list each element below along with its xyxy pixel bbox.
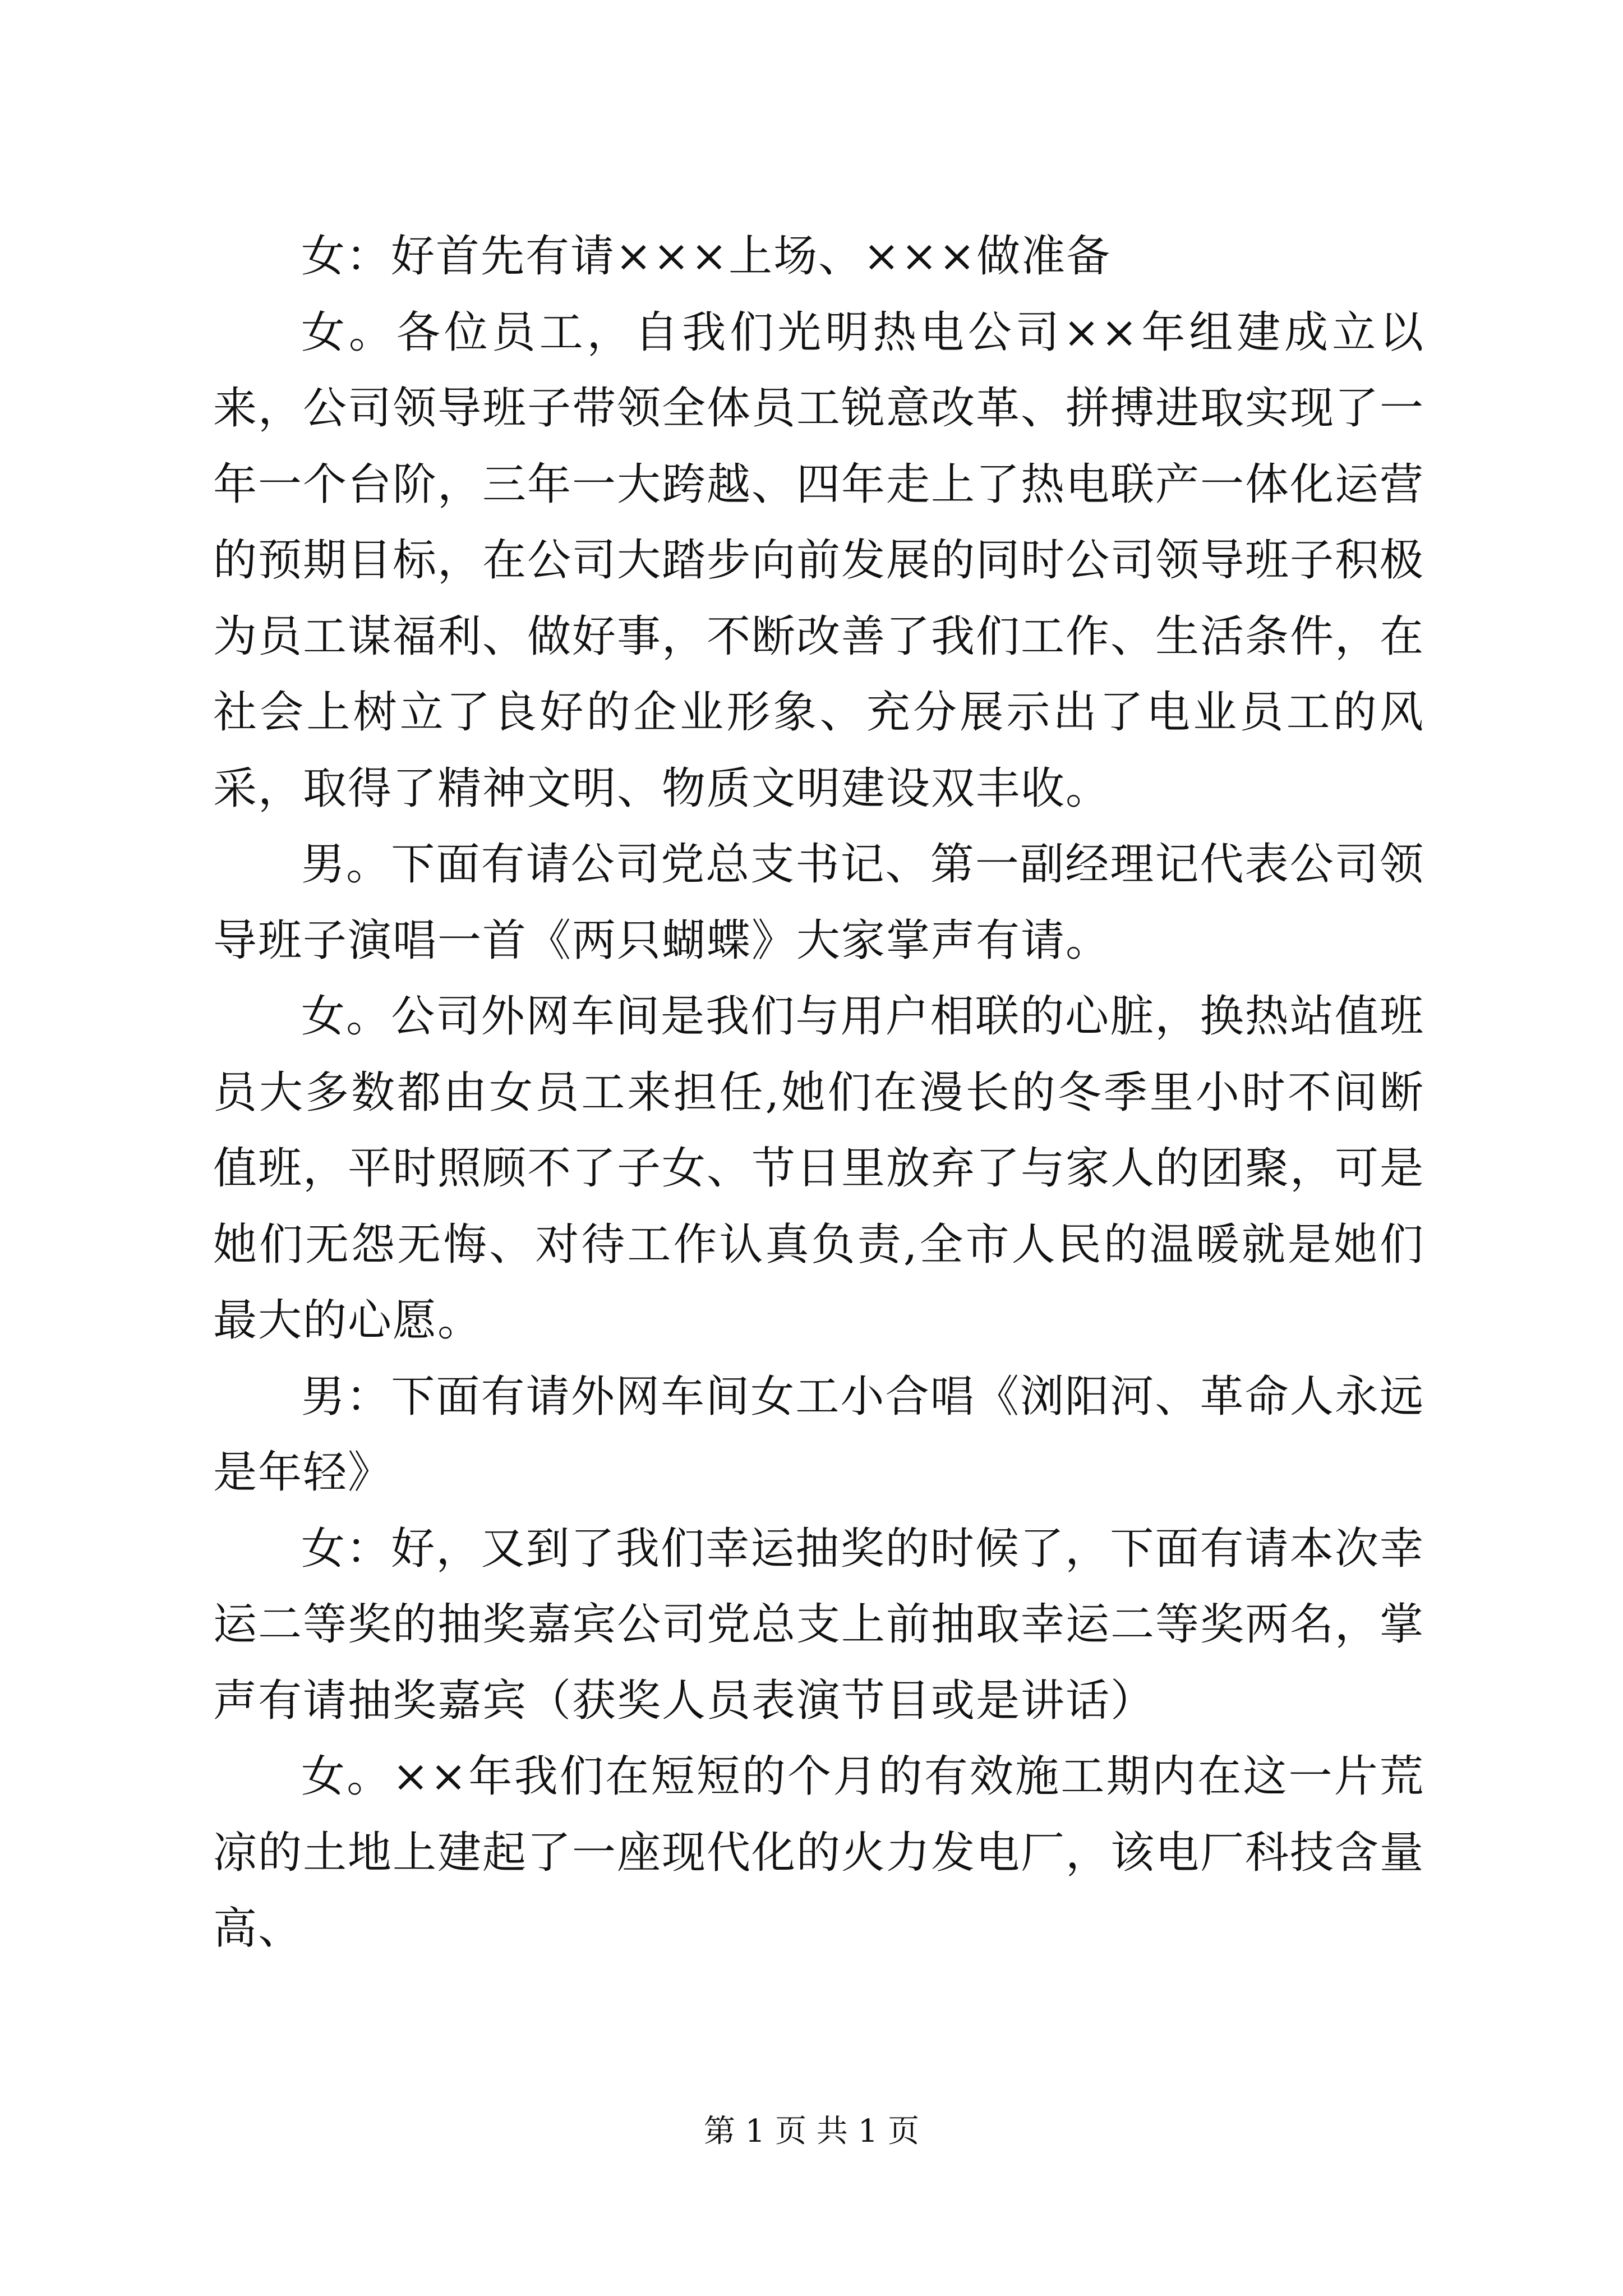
- paragraph-3: 男。下面有请公司党总支书记、第一副经理记代表公司领导班子演唱一首《两只蝴蝶》大家掌声有请。: [213, 839, 1424, 966]
- paragraph-2: 女。各位员工，自我们光明热电公司××年组建成立以来，公司领导班子带领全体员工锐意改革、拼搏进取实现了一年一个台阶，三年一大跨越、四年走上了热电联产一体化运营的预期目标，在公司大踏步向前发展的同时公司领导班子积极为员工谋福利、做好事，不断改善了我们工作、生活条件，在社会上树立了良好的企业形象、充分展示出了电业员工的风采，取得了精神文明、物质文明建设双丰收。: [213, 307, 1425, 814]
- page-footer: 第 1 页 共 1 页: [703, 2113, 920, 2150]
- paragraph-6: 女：好，又到了我们幸运抽奖的时候了，下面有请本次幸运二等奖的抽奖嘉宾公司党总支上前抽取幸运二等奖两名，掌声有请抽奖嘉宾（获奖人员表演节目或是讲话）: [213, 1523, 1425, 1726]
- document-body: [213, 219, 1424, 1967]
- paragraph-4: 女。公司外网车间是我们与用户相联的心脏，换热站值班员大多数都由女员工来担任,她们在漫长的冬季里小时不间断值班，平时照顾不了子女、节日里放弃了与家人的团聚，可是她们无怨无悔、对待工作认真负责,全市人民的温暖就是她们最大的心愿。: [213, 991, 1425, 1346]
- paragraph-7: 女。××年我们在短短的个月的有效施工期内在这一片荒凉的土地上建起了一座现代化的火力发电厂，该电厂科技含量高、: [213, 1751, 1425, 1954]
- paragraph-1: 女：好首先有请×××上场、×××做准备: [301, 231, 1112, 282]
- paragraph-5: 男：下面有请外网车间女工小合唱《浏阳河、革命人永远是年轻》: [213, 1371, 1424, 1498]
